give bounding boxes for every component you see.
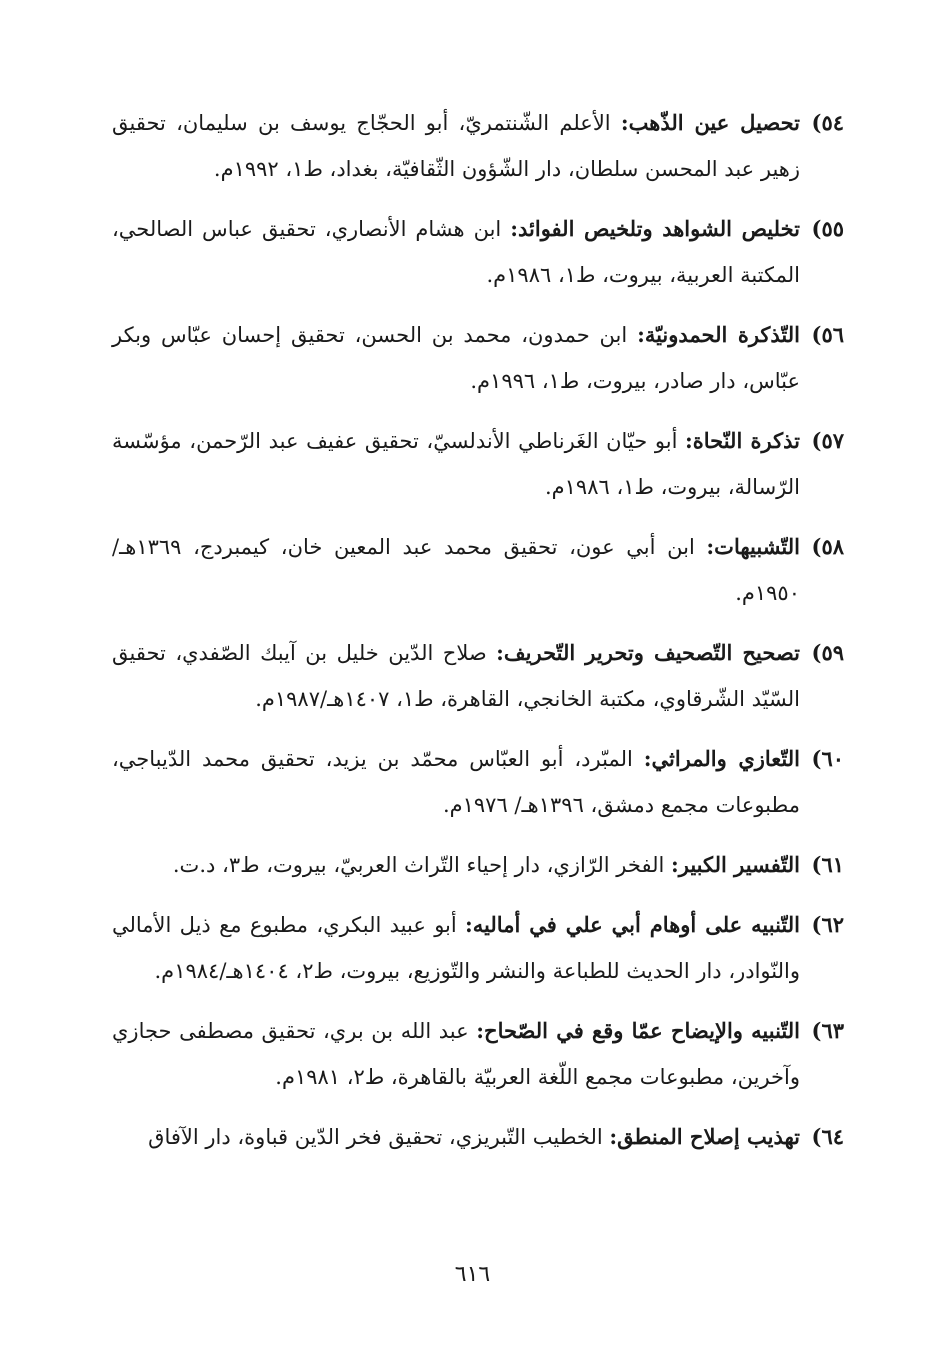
page-number: ٦١٦ [454,1262,491,1287]
entry-number: ٦٢) [811,912,844,937]
bibliography-entry-61 [112,842,844,888]
entry-title: تحصيل عين الذّهب: [620,110,801,135]
entry-title: التّذكرة الحمدونيّة: [637,322,800,347]
entry-title: تذكرة النّحاة: [685,428,800,453]
bibliography-entry-55 [112,206,844,298]
entry-title: التّنبيه والإيضاح عمّا وقع في الصّحاح: [476,1018,801,1043]
bibliography-entry-62 [112,902,844,994]
entry-details: عبد الله بن بري، تحقيق مصطفى حجازي وآخرين، مطبوعات مجمع اللّغة العربيّة بالقاهرة، ط٢، ١٩٨١م. [112,1019,800,1089]
entry-title: تخليص الشواهد وتلخيص الفوائد: [510,216,800,241]
entry-details: أبو حيّان الغَرناطي الأندلسيّ، تحقيق عفيف عبد الرّحمن، مؤسّسة الرّسالة، بيروت، ط١، ١٩٨٦م. [112,429,800,499]
bibliography-entry-56 [112,312,844,404]
entry-number: ٦٣) [811,1018,844,1043]
entry-details: الأعلم الشّنتمريّ، أبو الحجّاج يوسف بن سليمان، تحقيق زهير عبد المحسن سلطان، دار الشّؤون الثّقافيّة، بغداد، ط١، ١٩٩٢م. [112,111,800,181]
entry-details: صلاح الدّين خليل بن آيبك الصّفدي، تحقيق السّيّد الشّرقاوي، مكتبة الخانجي، القاهرة، ط١، ١٤٠٧هـ/١٩٨٧م. [112,641,800,711]
entry-details: الخطيب التّبريزي، تحقيق فخر الدّين قباوة، دار الآفاق [148,1125,610,1149]
bibliography-page [112,100,844,1174]
entry-number: ٥٤) [811,110,844,135]
entry-title: تهذيب إصلاح المنطق: [609,1124,800,1149]
entry-title: التّعازي والمراثي: [643,746,800,771]
bibliography-entry-64 [112,1114,844,1160]
entry-number: ٦٤) [811,1124,844,1149]
entry-details: أبو عبيد البكري، مطبوع مع ذيل الأمالي والنّوادر، دار الحديث للطباعة والنشر والتّوزيع، بيروت، ط٢، ١٤٠٤هـ/١٩٨٤م. [112,913,800,983]
entry-number: ٦٠) [811,746,844,771]
entry-details: الفخر الرّازي، دار إحياء التّراث العربيّ، بيروت، ط٣، د.ت. [172,853,671,877]
bibliography-entry-57 [112,418,844,510]
entry-title: التّفسير الكبير: [670,852,800,877]
entry-details: ابن حمدون، محمد بن الحسن، تحقيق إحسان عبّاس وبكر عبّاس، دار صادر، بيروت، ط١، ١٩٩٦م. [112,323,800,393]
entry-number: ٦١) [811,852,844,877]
entry-title: التّنبيه على أوهام أبي علي في أماليه: [465,912,800,937]
entry-number: ٥٥) [811,216,844,241]
entry-details: ابن هشام الأنصاري، تحقيق عباس الصالحي، المكتبة العربية، بيروت، ط١، ١٩٨٦م. [112,217,800,287]
entry-number: ٥٧) [811,428,844,453]
entry-number: ٥٩) [811,640,844,665]
entry-details: ابن أبي عون، تحقيق محمد عبد المعين خان، كيمبردج، ١٣٦٩هـ/١٩٥٠م. [112,535,800,605]
entry-title: تصحيح التّصحيف وتحرير التّحريف: [496,640,800,665]
bibliography-entry-59 [112,630,844,722]
entry-number: ٥٦) [811,322,844,347]
bibliography-entry-54 [112,100,844,192]
entry-details: المبّرد، أبو العبّاس محمّد بن يزيد، تحقيق محمد الدّيباجي، مطبوعات مجمع دمشق، ١٣٩٦هـ/ ١٩٧٦م. [112,747,800,817]
bibliography-entry-60 [112,736,844,828]
entry-number: ٥٨) [811,534,844,559]
bibliography-entry-63 [112,1008,844,1100]
bibliography-entry-58 [112,524,844,616]
entry-title: التّشبيهات: [706,534,800,559]
